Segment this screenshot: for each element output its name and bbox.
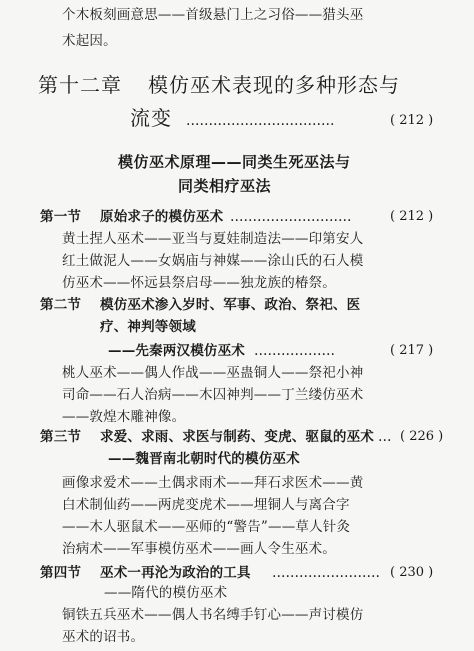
section-3-body-line-4: 治病术——军事模仿巫术——画人令生巫术。 (62, 541, 336, 557)
section-3-title-line-2: ——魏晋南北朝时代的模仿巫术 (108, 451, 300, 467)
section-4-title-line-2: ——隋代的模仿巫术 (104, 585, 228, 601)
part-title-line-2: 同类相疗巫法 (178, 177, 272, 195)
section-3-label: 第三节 (40, 429, 82, 445)
section-2-leader-dots: ……………… (254, 343, 335, 359)
section-3-page-number: ( 226 ) (400, 429, 444, 444)
section-3-body-line-1: 画像求爱术——土偶求雨术——拜石求医术——黄 (62, 475, 364, 491)
chapter-title-line-1: 模仿巫术表现的多种形态与 (148, 73, 400, 97)
section-2-body-line-1: 桃人巫术——偶人作战——巫蛊铜人——祭祀小神 (62, 365, 364, 381)
section-4-label: 第四节 (40, 565, 82, 581)
section-2-title-line-3: ——先秦两汉模仿巫术 (108, 343, 245, 359)
section-1-leader-dots: ……………………… (230, 209, 352, 225)
section-3-body-line-3: ——木人驱鼠术——巫师的“警告”——草人针灸 (62, 519, 351, 535)
section-1-label: 第一节 (40, 209, 82, 225)
section-2-body-line-2: 司命——石人治病——木囚神判——丁兰缕仿巫术 (62, 387, 364, 403)
section-4-title-line-1: 巫术一再沦为政治的工具 (100, 565, 251, 581)
section-1-title: 原始求子的模仿巫术 (100, 209, 224, 225)
section-2-page-number: ( 217 ) (390, 343, 434, 358)
section-3-title-line-1: 求爱、求雨、求医与制药、变虎、驱鼠的巫术 (100, 429, 374, 445)
chapter-title-line-2: 流变 (130, 106, 172, 130)
section-2-body-line-3: ——敦煌木雕神像。 (62, 409, 186, 425)
section-2-title-line-1: 模仿巫术渗入岁时、军事、政治、祭祀、医 (100, 297, 361, 313)
section-3-body-line-2: 白术制仙药——两虎变虎术——埋铜人与离合字 (62, 497, 350, 513)
chapter-label: 第十二章 (38, 73, 122, 97)
intro-line-1: 个木板刻画意思——首级悬门上之习俗——猎头巫 (62, 7, 364, 23)
section-4-body-line-1: 铜铁五兵巫术——偶人书名缚手钉心——声讨模仿 (62, 607, 364, 623)
chapter-page-number: ( 212 ) (390, 113, 434, 128)
section-3-leader-dots: … (378, 429, 392, 445)
section-2-label: 第二节 (40, 297, 82, 313)
section-4-page-number: ( 230 ) (390, 565, 434, 580)
section-1-body-line-1: 黄土捏人巫术——亚当与夏娃制造法——印第安人 (62, 231, 364, 247)
section-2-title-line-2: 疗、神判等领域 (100, 319, 196, 335)
section-4-body-line-2: 巫术的诏书。 (62, 629, 145, 645)
section-1-body-line-2: 红土做泥人——女娲庙与神媒——涂山氏的石人模 (62, 253, 364, 269)
chapter-leader-dots: …………………………… (186, 113, 335, 129)
intro-line-2: 术起因。 (62, 33, 117, 49)
section-1-body-line-3: 仿巫术——怀远县祭启母——独龙族的椿祭。 (62, 275, 336, 291)
part-title-line-1: 模仿巫术原理——同类生死巫法与 (118, 153, 351, 171)
section-4-leader-dots: …………………… (272, 565, 380, 581)
section-1-page-number: ( 212 ) (390, 209, 434, 224)
